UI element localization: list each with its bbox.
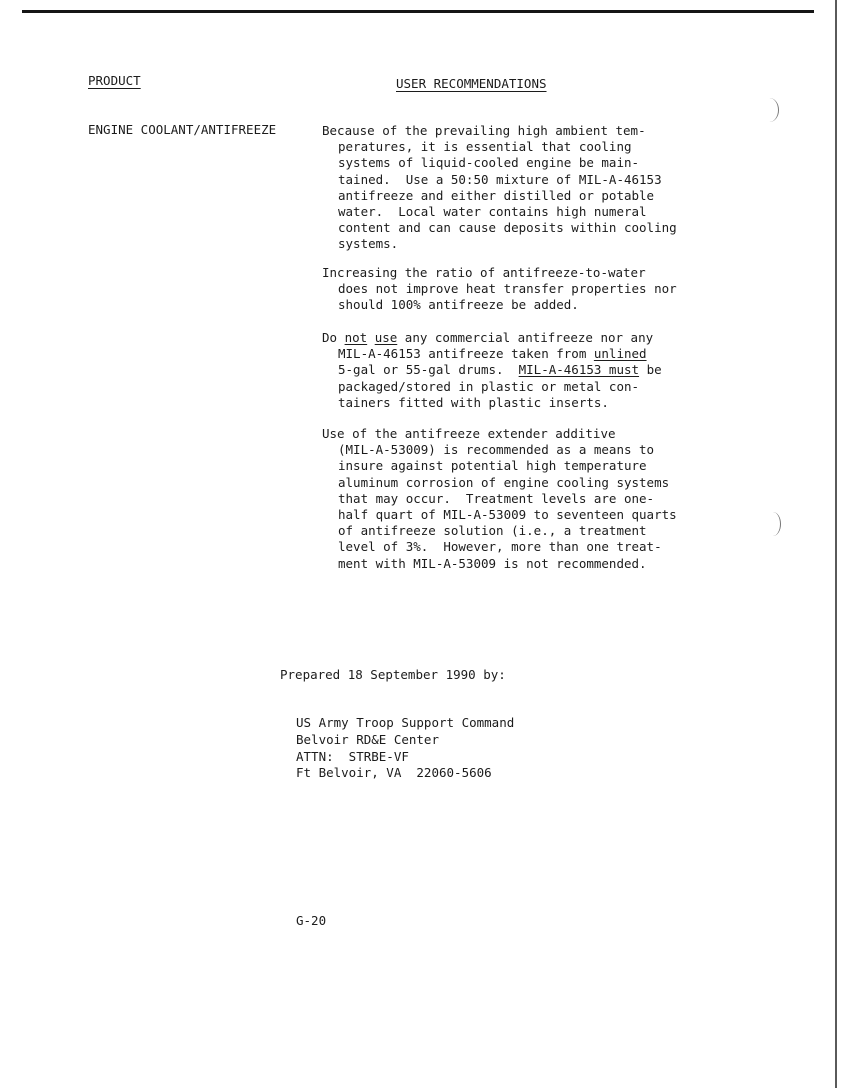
product-name: ENGINE COOLANT/ANTIFREEZE: [88, 122, 277, 137]
paragraph-line: Because of the prevailing high ambient tem-: [322, 123, 646, 138]
text-run: any commercial antifreeze nor any: [397, 330, 654, 345]
paragraph-line: packaged/stored in plastic or metal con-: [338, 378, 640, 394]
paragraph-line: water. Local water contains high numeral: [338, 204, 647, 220]
scan-mark: [760, 98, 779, 122]
paragraph-line: insure against potential high temperature: [338, 458, 647, 474]
recommendation-paragraph-4: [322, 426, 722, 572]
column-header-user-recommendations: USER RECOMMENDATIONS: [396, 76, 547, 91]
paragraph-line: tained. Use a 50:50 mixture of MIL-A-46153: [338, 171, 662, 187]
paragraph-line: that may occur. Treatment levels are one-: [338, 490, 655, 506]
paragraph-line: [322, 330, 722, 346]
paragraph-line: antifreeze and either distilled or potable: [338, 187, 655, 203]
paragraph-line: aluminum corrosion of engine cooling systems: [338, 474, 670, 490]
address-line: Belvoir RD&E Center: [296, 731, 439, 747]
paragraph-line: [322, 362, 722, 378]
scan-mark: [765, 512, 781, 536]
page-number: G-20: [296, 913, 327, 928]
paragraph-line: systems.: [338, 236, 399, 252]
address-block: [296, 715, 514, 782]
address-line: Ft Belvoir, VA 22060-5606: [296, 765, 492, 781]
emphasis-must: MIL-A-46153 must: [518, 362, 640, 378]
address-line: US Army Troop Support Command: [296, 715, 515, 730]
text-run: 5-gal or 55-gal drums.: [338, 362, 519, 378]
paragraph-line: should 100% antifreeze be added.: [338, 297, 579, 313]
paragraph-line: tainers fitted with plastic inserts.: [338, 394, 609, 410]
paragraph-line: (MIL-A-53009) is recommended as a means to: [338, 442, 655, 458]
emphasis-not: not: [344, 330, 368, 345]
column-header-product: PRODUCT: [88, 73, 141, 88]
recommendation-paragraph-2: [322, 265, 722, 314]
paragraph-line: [322, 346, 722, 362]
paragraph-line: does not improve heat transfer properties nor: [338, 281, 677, 297]
text-run: be: [639, 362, 662, 378]
paragraph-line: of antifreeze solution (i.e., a treatment: [338, 523, 647, 539]
paragraph-line: ment with MIL-A-53009 is not recommended.: [338, 555, 647, 571]
paragraph-line: Increasing the ratio of antifreeze-to-water: [322, 265, 646, 280]
prepared-by-line: Prepared 18 September 1990 by:: [280, 667, 506, 682]
text-run: [367, 330, 375, 345]
paragraph-line: peratures, it is essential that cooling: [338, 139, 632, 155]
paragraph-line: systems of liquid-cooled engine be main-: [338, 155, 640, 171]
top-rule: [22, 10, 814, 13]
text-run: Do: [322, 330, 345, 345]
paragraph-line: content and can cause deposits within cooling: [338, 220, 677, 236]
address-line: ATTN: STRBE-VF: [296, 748, 409, 764]
text-run: MIL-A-46153 antifreeze taken from: [338, 346, 594, 362]
recommendation-paragraph-1: [322, 123, 722, 253]
emphasis-unlined: unlined: [593, 346, 647, 362]
paragraph-line: level of 3%. However, more than one treat-: [338, 539, 662, 555]
page-edge: [835, 0, 837, 1088]
paragraph-line: half quart of MIL-A-53009 to seventeen quarts: [338, 507, 677, 523]
emphasis-use: use: [374, 330, 398, 345]
recommendation-paragraph-3: [322, 330, 722, 411]
paragraph-line: Use of the antifreeze extender additive: [322, 426, 616, 441]
